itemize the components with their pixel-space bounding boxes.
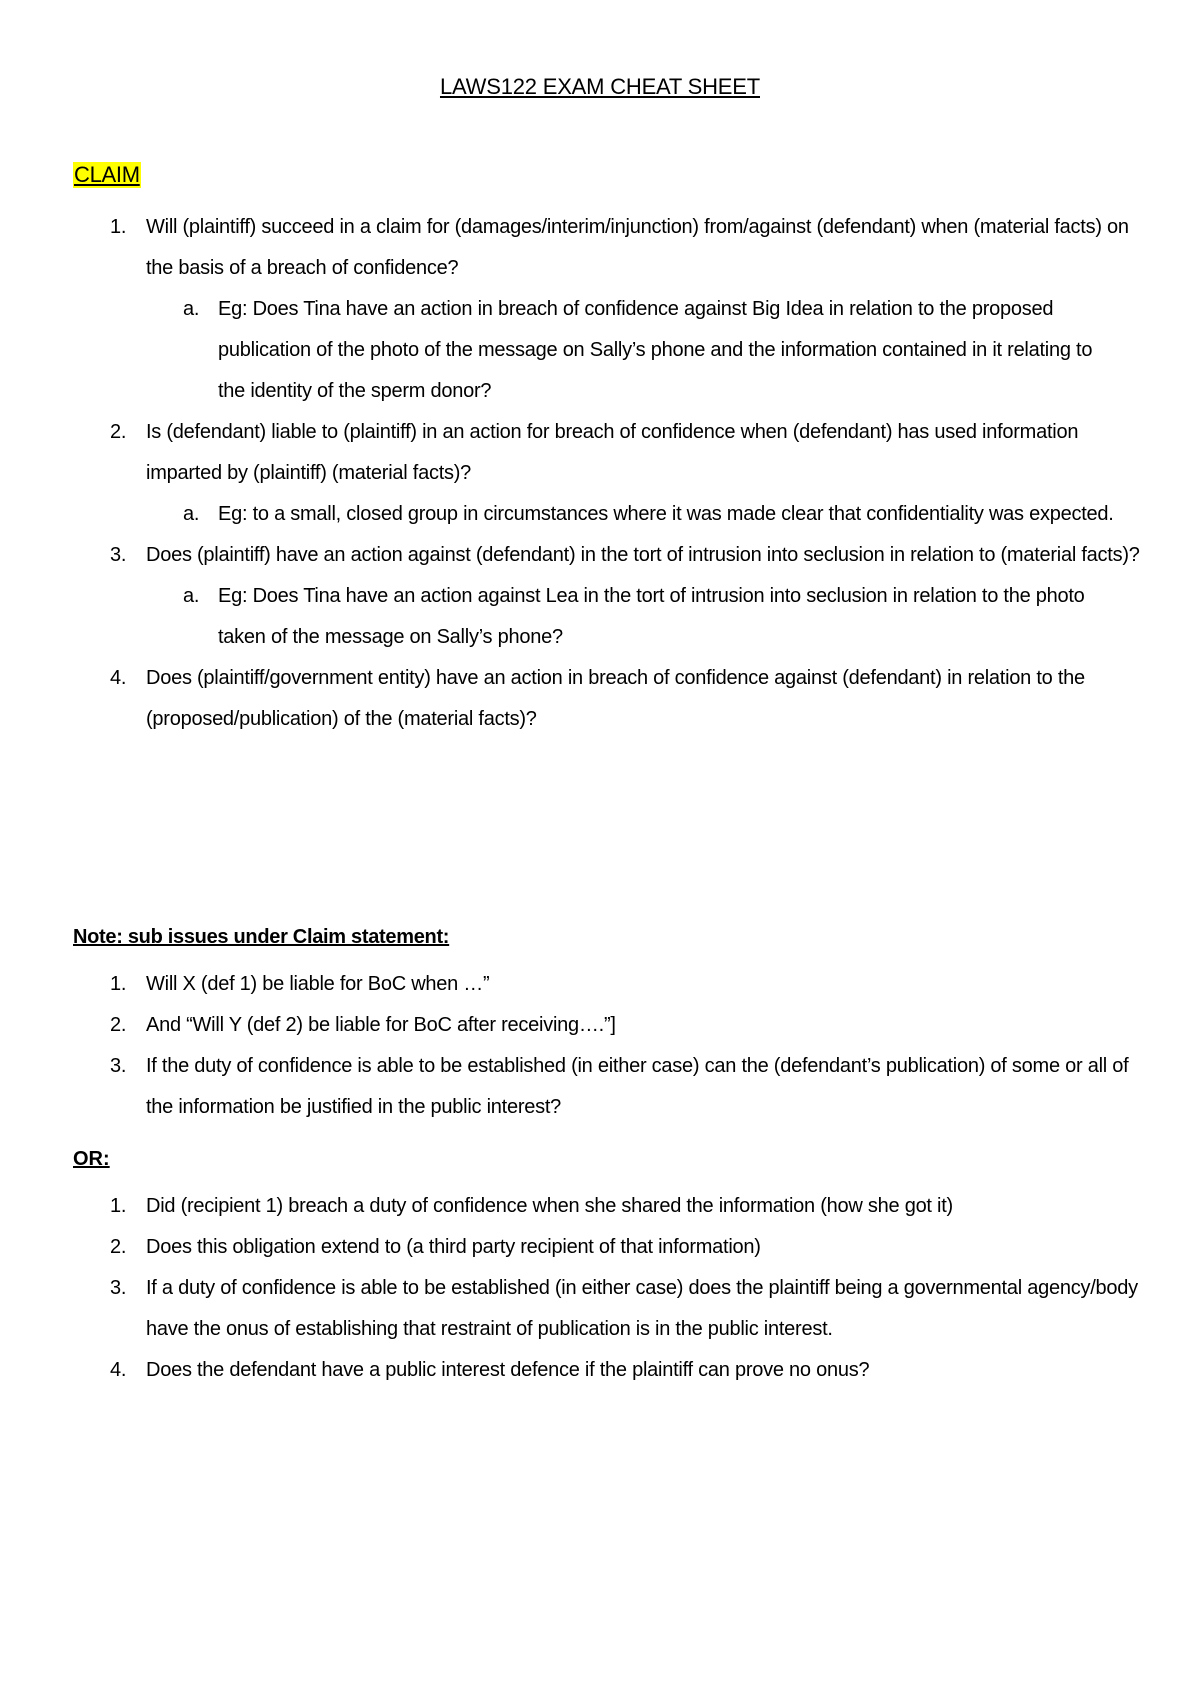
sub-list-text: Eg: Does Tina have an action against Lea in the tort of intrusion into seclusion in relation to the photo taken of the message on Sally’s phone? (218, 585, 1085, 648)
list-number: 3. (110, 544, 127, 566)
list-item-text: Does (plaintiff/government entity) have an action in breach of confidence against (defendant) in relation to the (proposed/publication) of the (material facts)? (146, 667, 1085, 730)
list-number: 2. (110, 1236, 127, 1258)
sub-list-text: Eg: to a small, closed group in circumstances where it was made clear that confidentiality was expected. (218, 503, 1114, 525)
sub-list-letter: a. (183, 585, 200, 607)
claim-item-3 (0, 535, 1146, 576)
page-title: LAWS122 EXAM CHEAT SHEET (439, 74, 760, 99)
list-item-text: If a duty of confidence is able to be established (in either case) does the plaintiff being a governmental agency/body have the onus of establishing that restraint of publication is in the public interest. (146, 1277, 1138, 1340)
list-item-text: Did (recipient 1) breach a duty of confidence when she shared the information (how she got it) (146, 1195, 953, 1217)
or-item-1 (0, 1186, 1146, 1227)
sub-list-letter: a. (183, 298, 200, 320)
sub-list-text: Eg: Does Tina have an action in breach of confidence against Big Idea in relation to the proposed publication of the photo of the message on Sally’s phone and the information contained in it relating to the identity of the sperm donor? (218, 298, 1093, 402)
claim-heading: CLAIM (74, 162, 140, 187)
note-item-2 (0, 1005, 1146, 1046)
note-list (0, 964, 1146, 1128)
claim-item-2 (0, 412, 1146, 494)
list-item-text: Is (defendant) liable to (plaintiff) in an action for breach of confidence when (defendant) has used information imparted by (plaintiff) (material facts)? (146, 421, 1079, 484)
list-item-text: And “Will Y (def 2) be liable for BoC after receiving….”] (146, 1014, 616, 1036)
list-item-text: Will X (def 1) be liable for BoC when …” (146, 973, 490, 995)
list-number: 1. (110, 1195, 127, 1217)
claim-item-3-sub (0, 576, 1146, 658)
or-heading: OR: (73, 1148, 110, 1170)
list-number: 3. (110, 1055, 127, 1077)
list-item-text: Does (plaintiff) have an action against (defendant) in the tort of intrusion into seclusion in relation to (material facts)? (146, 544, 1140, 566)
list-item-text: Will (plaintiff) succeed in a claim for (damages/interim/injunction) from/against (defendant) when (material facts) on the basis of a breach of confidence? (146, 216, 1129, 279)
list-item-text: Does the defendant have a public interest defence if the plaintiff can prove no onus? (146, 1359, 870, 1381)
list-number: 2. (110, 1014, 127, 1036)
list-number: 1. (110, 973, 127, 995)
list-number: 1. (110, 216, 127, 238)
list-number: 2. (110, 421, 127, 443)
or-item-4 (0, 1350, 1146, 1391)
list-item-text: If the duty of confidence is able to be established (in either case) can the (defendant’s publication) of some or all of the information be justified in the public interest? (146, 1055, 1129, 1118)
claim-item-2-sub (0, 494, 1146, 535)
list-number: 3. (110, 1277, 127, 1299)
list-number: 4. (110, 1359, 127, 1381)
note-item-3 (0, 1046, 1146, 1128)
or-list (0, 1186, 1146, 1391)
list-item-text: Does this obligation extend to (a third party recipient of that information) (146, 1236, 761, 1258)
sub-list-letter: a. (183, 503, 200, 525)
or-item-3 (0, 1268, 1146, 1350)
claim-item-1-sub (0, 289, 1146, 412)
claim-item-4 (0, 658, 1146, 740)
claim-list (0, 207, 1146, 740)
note-heading: Note: sub issues under Claim statement: (73, 926, 450, 948)
note-item-1 (0, 964, 1146, 1005)
list-number: 4. (110, 667, 127, 689)
claim-item-1 (0, 207, 1146, 289)
or-item-2 (0, 1227, 1146, 1268)
